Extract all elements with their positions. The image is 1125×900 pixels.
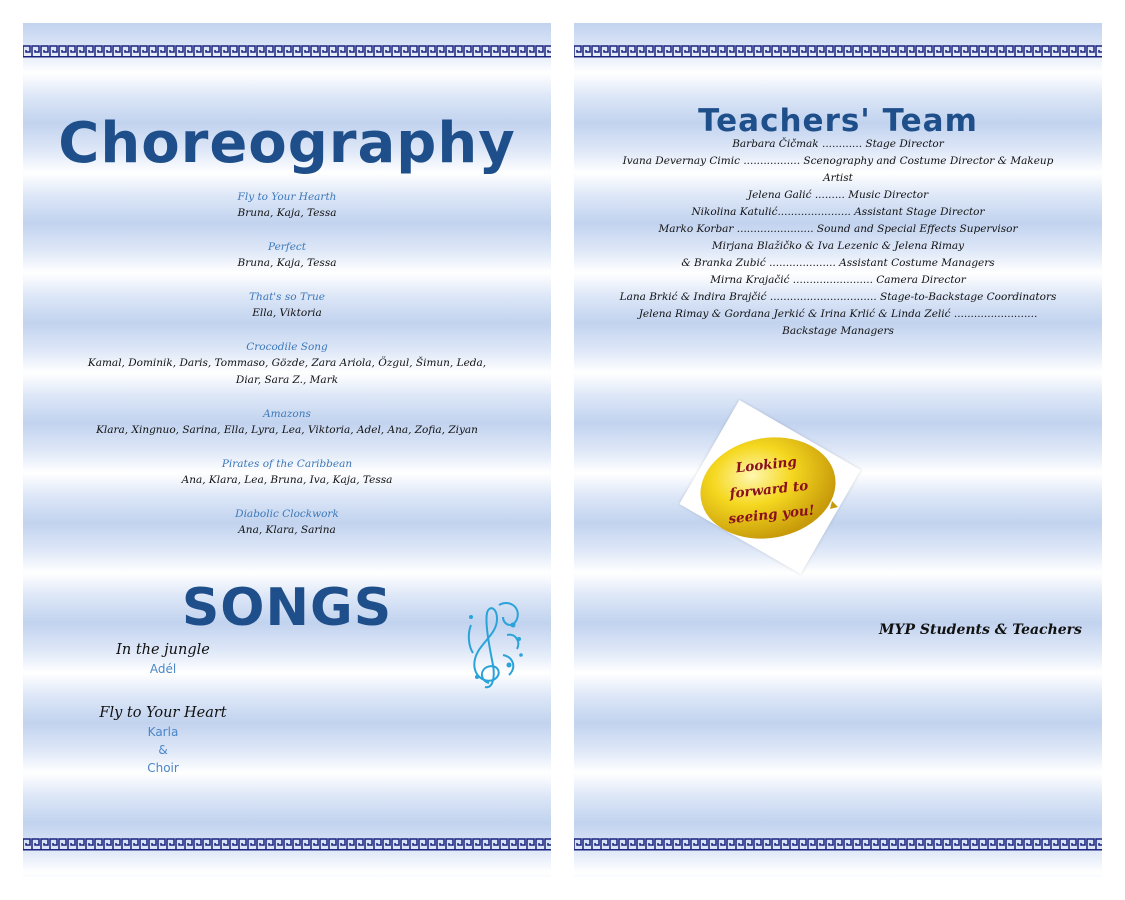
- balloon-text-line: forward to: [728, 477, 809, 503]
- team-member-line: Mirna Krajačić ........................ Camera Director: [710, 274, 966, 286]
- dance-title: Pirates of the Caribbean: [221, 458, 353, 470]
- team-member-line: Mirjana Blažičko & Iva Lezenic & Jelena Rimay: [711, 240, 965, 252]
- choreography-title: Choreography: [58, 111, 516, 176]
- song-item: [23, 703, 303, 777]
- bottom-border: [574, 838, 1102, 851]
- bottom-border: [23, 838, 551, 851]
- teachers-team-title: Teachers' Team: [698, 103, 978, 139]
- team-member-line: Jelena Galić ......... Music Director: [747, 189, 929, 201]
- dance-cast: Kamal, Dominik, Daris, Tommaso, Gözde, Zara Ariola, Özgul, Šimun, Leda, Diar, Sara Z., Mark: [87, 357, 487, 386]
- balloon-text-line: seeing you!: [727, 502, 816, 528]
- team-member-line: & Branka Zubić .................... Assistant Costume Managers: [681, 257, 995, 269]
- song-performer: Adél: [149, 662, 177, 676]
- dance-item: [23, 406, 551, 439]
- dance-cast: Klara, Xingnuo, Sarina, Ella, Lyra, Lea, Viktoria, Adel, Ana, Zofia, Ziyan: [96, 424, 478, 436]
- dance-item: [23, 239, 551, 272]
- dance-item: [23, 456, 551, 489]
- balloon-text-line: Looking: [735, 453, 798, 477]
- song-performer: Karla: [147, 725, 179, 739]
- top-border: [574, 45, 1102, 58]
- song-performer: Choir: [147, 761, 179, 775]
- dance-cast: Ana, Klara, Sarina: [238, 524, 336, 536]
- dance-cast: Bruna, Kaja, Tessa: [237, 257, 337, 269]
- treble-clef-icon: [463, 595, 527, 695]
- left-page: [23, 23, 551, 877]
- song-performer: &: [158, 743, 168, 757]
- dance-cast: Ella, Viktoria: [252, 307, 322, 319]
- top-border: [23, 45, 551, 58]
- dance-cast: Ana, Klara, Lea, Bruna, Iva, Kaja, Tessa: [181, 474, 393, 486]
- dance-title: That's so True: [249, 291, 325, 303]
- dance-title: Amazons: [263, 408, 311, 420]
- dance-item: [23, 506, 551, 539]
- song-title: In the jungle: [116, 642, 210, 658]
- team-member-line: Nikolina Katulić...................... Assistant Stage Director: [691, 206, 985, 218]
- dance-title: Fly to Your Hearth: [237, 191, 337, 203]
- team-member-line: Jelena Rimay & Gordana Jerkić & Irina Krlić & Linda Zelić ......................... Backstage Managers: [638, 308, 1038, 337]
- teachers-team-list: [574, 136, 1102, 340]
- team-member-line: Marko Korbar ....................... Sound and Special Effects Supervisor: [658, 223, 1018, 235]
- dance-title: Crocodile Song: [246, 341, 328, 353]
- dance-title: Perfect: [267, 241, 307, 253]
- team-member-line: Barbara Čičmak ............ Stage Director: [732, 138, 944, 150]
- song-item: [23, 640, 303, 678]
- dance-cast: Bruna, Kaja, Tessa: [237, 207, 337, 219]
- balloon-text: [710, 447, 827, 533]
- balloon-card: [686, 413, 856, 563]
- right-page: [574, 23, 1102, 877]
- song-title: Fly to Your Heart: [99, 705, 227, 721]
- dance-item: [23, 189, 551, 222]
- dance-item: [23, 339, 551, 389]
- choreography-list: [23, 189, 551, 556]
- dance-title: Diabolic Clockwork: [235, 508, 339, 520]
- signature: MYP Students & Teachers: [879, 622, 1082, 638]
- team-member-line: Lana Brkić & Indira Brajčić ................................ Stage-to-Backstage Coordinators: [619, 291, 1057, 303]
- team-member-line: Ivana Devernay Cimic ................. Scenography and Costume Director & Makeup Artist: [622, 155, 1054, 184]
- songs-title: SONGS: [181, 578, 393, 638]
- dance-item: [23, 289, 551, 322]
